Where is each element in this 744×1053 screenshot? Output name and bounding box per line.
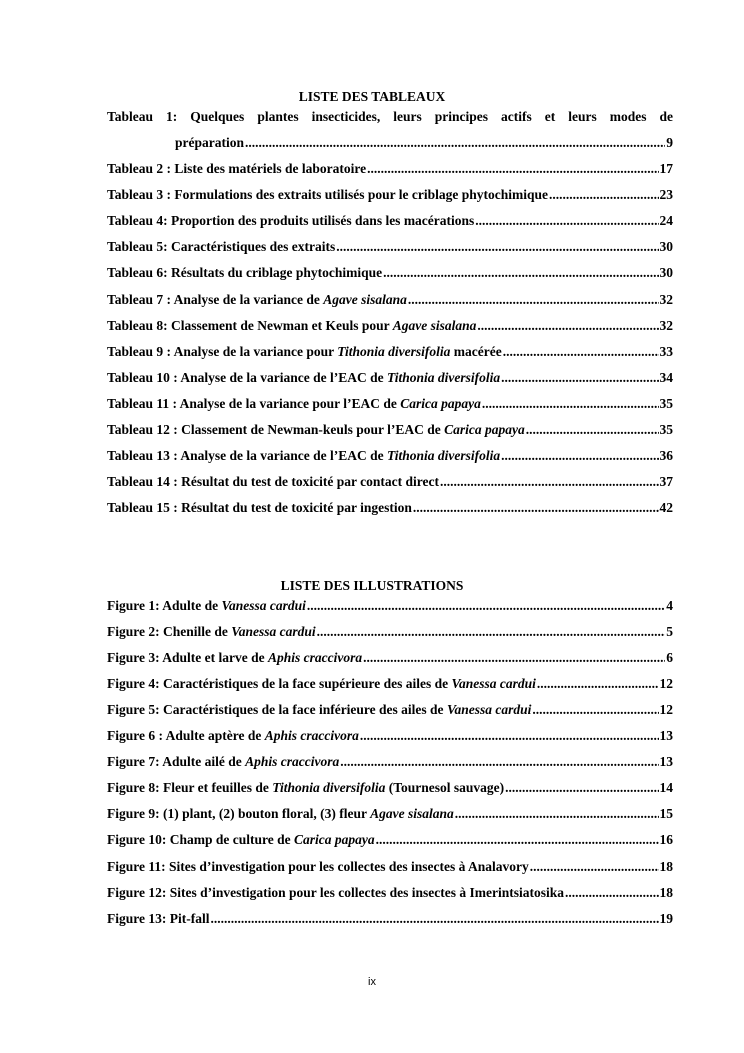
table-entry-text: Tableau 12 : Classement de Newman-keuls pour l’EAC de	[107, 422, 445, 437]
leader-dots	[245, 135, 665, 151]
table-entry-label	[107, 161, 366, 177]
table-entry-label	[107, 396, 481, 412]
table-entry-text: Tableau 4: Proportion des produits utilisés dans les macérations	[107, 213, 475, 229]
leader-dots	[565, 885, 659, 901]
table-entry-1-line1: Tableau 1: Quelques plantes insecticides, leurs principes actifs et leurs modes de	[107, 109, 673, 124]
table-entry-page: 33	[659, 343, 673, 359]
table-entry-text: Tableau 7 : Analyse de la variance de	[107, 291, 324, 307]
table-entry-label	[107, 422, 525, 438]
leader-dots	[532, 702, 658, 718]
figure-entry-text: Figure 12: Sites d’investigation pour les collectes des insectes à Imerintsiatosika	[107, 884, 564, 900]
figure-entry-label	[107, 650, 362, 666]
table-entry-text: Tableau 2 : Liste des matériels de laboratoire	[107, 161, 367, 176]
figure-entry-page: 18	[659, 858, 673, 874]
table-entry	[107, 448, 673, 464]
figure-entry	[107, 832, 673, 848]
leader-dots	[340, 754, 658, 770]
table-entry	[107, 396, 673, 412]
table-entry-page: 36	[659, 448, 673, 464]
table-entry-text: Tableau 3 : Formulations des extraits utilisés pour le criblage phytochimique	[107, 187, 549, 203]
table-entry-page: 35	[659, 395, 673, 411]
page-number: ix	[368, 976, 376, 988]
table-entry-species: Carica papaya	[400, 395, 481, 411]
figure-entry-label	[107, 832, 375, 848]
leader-dots	[455, 806, 659, 822]
table-entry-text: Tableau 15 : Résultat du test de toxicité par ingestion	[107, 500, 412, 516]
table-entry-1-label-cont: préparation	[175, 135, 244, 150]
leader-dots	[367, 161, 658, 177]
table-entry-page: 32	[659, 291, 673, 307]
leader-dots	[413, 500, 659, 516]
figure-entry	[107, 806, 673, 822]
table-entry-page: 34	[659, 369, 673, 385]
figure-entry	[107, 702, 673, 718]
table-entry-species: Tithonia diversifolia	[337, 343, 451, 359]
figure-entry-label	[107, 754, 339, 770]
figure-entry-label	[107, 885, 564, 901]
figure-entry-page: 15	[659, 806, 673, 822]
table-entry	[107, 318, 673, 334]
table-entry-species: Agave sisalana	[392, 317, 477, 333]
table-entry-label	[107, 187, 548, 203]
leader-dots	[317, 624, 666, 640]
figure-entry	[107, 676, 673, 692]
figure-entry-species: Vanessa cardui	[451, 676, 536, 692]
table-entry-page: 37	[659, 474, 673, 490]
figure-entry-text: Figure 11: Sites d’investigation pour les collectes des insectes à Analavory	[107, 858, 529, 874]
table-entry-text: Tableau 6: Résultats du criblage phytochimique	[107, 265, 383, 281]
table-entry-suffix: macérée	[450, 343, 502, 359]
leader-dots	[477, 318, 658, 334]
figure-entry	[107, 754, 673, 770]
figure-entry-label	[107, 676, 536, 692]
figure-entry-species: Tithonia diversifolia	[272, 780, 386, 796]
table-entry	[107, 239, 673, 255]
table-entry-page: 23	[659, 187, 673, 203]
leader-dots	[501, 370, 658, 386]
figure-entry-label	[107, 598, 306, 614]
table-entry-text: Tableau 13 : Analyse de la variance de l’EAC de	[107, 448, 388, 464]
leader-dots	[210, 911, 658, 927]
table-entry	[107, 213, 673, 229]
table-entry-label	[107, 213, 474, 229]
figure-entry-species: Aphis craccivora	[267, 650, 363, 666]
figure-entry-page: 13	[659, 754, 673, 770]
leader-dots	[363, 650, 665, 666]
table-entry-species: Carica papaya	[444, 422, 525, 437]
table-entry-label	[107, 265, 382, 281]
table-entry-page: 32	[659, 317, 673, 333]
figure-entry-page: 6	[666, 650, 673, 666]
figure-entry-page: 13	[659, 728, 673, 744]
table-entry-page: 30	[659, 239, 673, 255]
table-entry-species: Agave sisalana	[323, 291, 407, 307]
table-entry-text: Tableau 9 : Analyse de la variance pour	[107, 343, 338, 359]
leader-dots	[360, 728, 659, 744]
table-entry	[107, 265, 673, 281]
table-entry-1-page: 9	[666, 135, 673, 150]
leader-dots	[503, 344, 659, 360]
figure-entry	[107, 859, 673, 875]
table-entry-page: 35	[659, 422, 673, 437]
leader-dots	[307, 598, 665, 614]
figure-entry-label	[107, 624, 316, 640]
figure-entry-page: 5	[666, 624, 673, 640]
figure-entry-species: Agave sisalana	[370, 806, 454, 822]
table-entry-text: Tableau 8: Classement de Newman et Keuls pour	[107, 317, 393, 333]
table-entry-label	[107, 474, 439, 490]
table-entry-label	[107, 292, 407, 308]
figure-entry-species: Aphis craccivora	[264, 728, 359, 744]
figure-entry	[107, 911, 673, 927]
figure-entry-page: 4	[666, 598, 673, 613]
figure-entry-text: Figure 13: Pit-fall	[107, 910, 210, 926]
figure-entry-text: Figure 1: Adulte de	[107, 598, 222, 613]
leader-dots	[336, 239, 658, 255]
table-entry-page: 30	[659, 265, 673, 281]
table-entry-page: 17	[659, 161, 673, 176]
leader-dots	[526, 422, 659, 438]
figure-entry	[107, 885, 673, 901]
leader-dots	[440, 474, 659, 490]
figure-entry-page: 18	[659, 884, 673, 900]
table-entry-label	[107, 344, 502, 360]
figure-entry-label	[107, 911, 209, 927]
figure-entry-text: Figure 10: Champ de culture de	[107, 832, 294, 848]
leader-dots	[482, 396, 659, 412]
table-entry	[107, 370, 673, 386]
leader-dots	[537, 676, 659, 692]
leader-dots	[376, 832, 659, 848]
table-entry	[107, 292, 673, 308]
figure-entry-label	[107, 702, 531, 718]
table-entry	[107, 422, 673, 438]
figure-entry	[107, 728, 673, 744]
figure-entry-page: 19	[659, 910, 673, 926]
table-entry-page: 42	[659, 500, 673, 516]
leader-dots	[408, 292, 659, 308]
leader-dots	[383, 265, 658, 281]
tables-heading: LISTE DES TABLEAUX	[298, 89, 446, 104]
table-entry	[107, 344, 673, 360]
table-entry-label	[107, 370, 500, 386]
table-entry-page: 24	[659, 213, 673, 229]
leader-dots	[501, 448, 658, 464]
figure-entry-text: Figure 2: Chenille de	[107, 624, 232, 640]
leader-dots	[549, 187, 658, 203]
figure-entry-label	[107, 806, 454, 822]
figure-entry-page: 12	[659, 702, 673, 718]
table-entry-label	[107, 318, 476, 334]
figure-entry-text: Figure 6 : Adulte aptère de	[107, 728, 265, 744]
figure-entry-text: Figure 8: Fleur et feuilles de	[107, 780, 273, 796]
figure-entry-text: Figure 3: Adulte et larve de	[107, 650, 268, 666]
table-entry	[107, 474, 673, 490]
figure-entry-text: Figure 7: Adulte ailé de	[107, 754, 246, 770]
figure-entry-species: Aphis craccivora	[245, 754, 340, 770]
figure-entry-text: Figure 9: (1) plant, (2) bouton floral, (3) fleur	[107, 806, 371, 822]
table-entry-label	[107, 448, 500, 464]
figure-entry-label	[107, 859, 529, 875]
figure-entry	[107, 780, 673, 796]
figure-entry-page: 12	[659, 676, 673, 692]
figure-entry-label	[107, 780, 504, 796]
table-entry-species: Tithonia diversifolia	[387, 369, 501, 385]
table-entry-text: Tableau 14 : Résultat du test de toxicité par contact direct	[107, 474, 439, 490]
leader-dots	[505, 780, 658, 796]
table-entry-species: Tithonia diversifolia	[387, 448, 501, 464]
figure-entry	[107, 624, 673, 640]
figure-entry-text: Figure 4: Caractéristiques de la face supérieure des ailes de	[107, 676, 452, 692]
table-entry-text: Tableau 10 : Analyse de la variance de l’EAC de	[107, 369, 388, 385]
table-entry-label	[107, 500, 412, 516]
figure-entry-text: Figure 5: Caractéristiques de la face inférieure des ailes de	[107, 702, 447, 718]
figure-entry-species: Vanessa cardui	[446, 702, 532, 718]
table-entry	[107, 161, 673, 177]
table-entry-label	[107, 239, 335, 255]
figure-entry	[107, 650, 673, 666]
table-entry-text: Tableau 5: Caractéristiques des extraits	[107, 239, 336, 255]
figure-entry-label	[107, 728, 359, 744]
figure-entry-page: 14	[659, 780, 673, 796]
figure-entry-page: 16	[659, 832, 673, 848]
figure-entry-species: Carica papaya	[294, 832, 375, 848]
table-entry	[107, 500, 673, 516]
table-entry-1-line2	[175, 135, 673, 151]
figures-heading: LISTE DES ILLUSTRATIONS	[280, 578, 464, 593]
leader-dots	[530, 859, 659, 875]
figure-entry-species: Vanessa cardui	[231, 624, 316, 640]
leader-dots	[475, 213, 658, 229]
figure-entry-suffix: (Tournesol sauvage)	[385, 780, 505, 796]
figure-entry-species: Vanessa cardui	[221, 598, 306, 613]
table-entry	[107, 187, 673, 203]
figure-entry	[107, 598, 673, 614]
table-entry-text: Tableau 11 : Analyse de la variance pour l’EAC de	[107, 395, 401, 411]
